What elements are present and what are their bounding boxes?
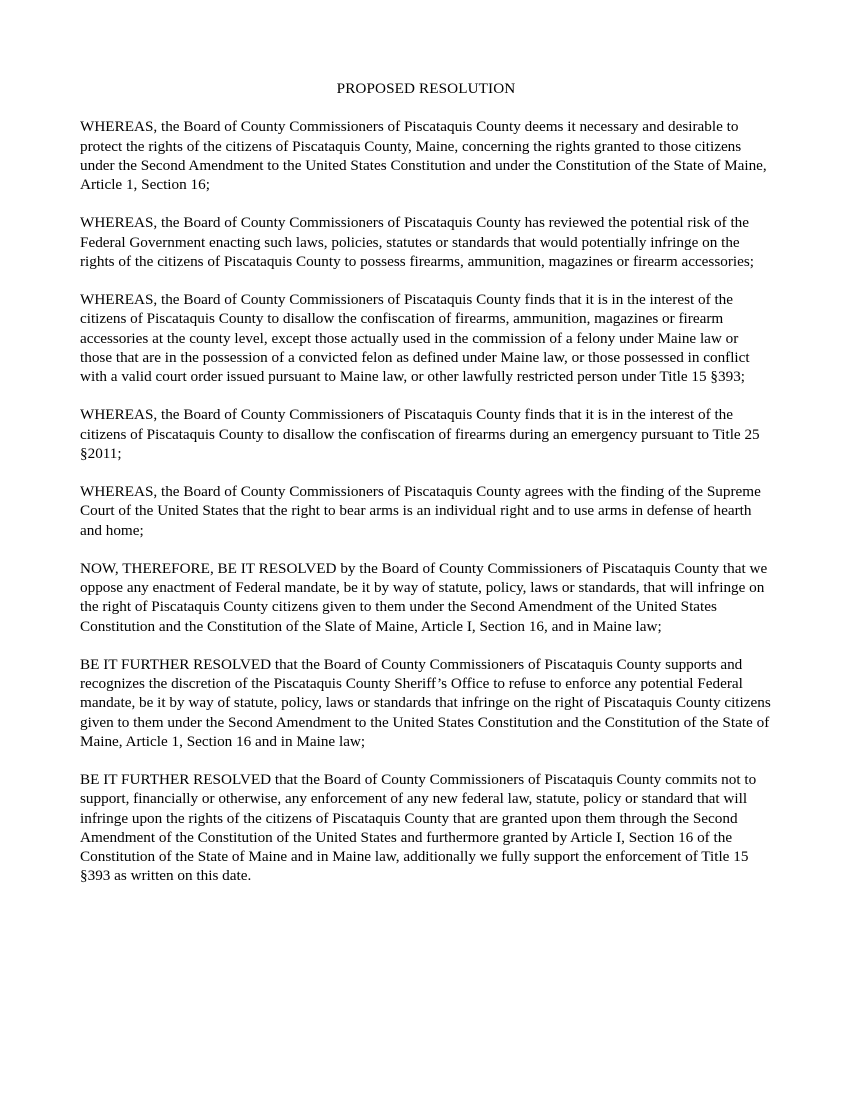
resolved-paragraph: NOW, THEREFORE, BE IT RESOLVED by the Board of County Commissioners of Piscataquis County that we oppose any enactment of Federal mandate, be it by way of statute, policy, laws or standards, that will infringe on the right of Piscataquis County citizens given to them under the Second Amendment of the United States Constitution and the Constitution of the Slate of Maine, Article I, Section 16, and in Maine law; <box>80 559 768 635</box>
further-resolved-paragraph-1: BE IT FURTHER RESOLVED that the Board of County Commissioners of Piscataquis County supports and recognizes the discretion of the Piscataquis County Sheriff’s Office to refuse to enforce any potential Federal mandate, be it by way of statute, policy, laws or standards that infringe on the right of Piscataquis County citizens given to them under the Second Amendment to the United States Constitution and the Constitution of the State of Maine, Article 1, Section 16 and in Maine law; <box>80 655 771 750</box>
document-title: PROPOSED RESOLUTION <box>336 80 516 97</box>
whereas-paragraph-3: WHEREAS, the Board of County Commissioners of Piscataquis County finds that it is in the interest of the citizens of Piscataquis County to disallow the confiscation of firearms, ammunition, magazines or firearm accessories at the county level, except those actually used in the commission of a felony under Maine law or those that are in the possession of a convicted felon as defined under Maine law, or those possessed in conflict with a valid court order issued pursuant to Maine law, or other lawfully restricted person under Title 15 §393; <box>80 291 750 385</box>
whereas-paragraph-2: WHEREAS, the Board of County Commissioners of Piscataquis County has reviewed the potential risk of the Federal Government enacting such laws, policies, statutes or standards that would potentially infringe on the rights of the citizens of Piscataquis County to possess firearms, ammunition, magazines or firearm accessories; <box>80 214 754 270</box>
whereas-paragraph-5: WHEREAS, the Board of County Commissioners of Piscataquis County agrees with the finding of the Supreme Court of the United States that the right to bear arms is an individual right and to use arms in defense of hearth and home; <box>80 483 761 539</box>
whereas-paragraph-1: WHEREAS, the Board of County Commissioners of Piscataquis County deems it necessary and desirable to protect the rights of the citizens of Piscataquis County, Maine, concerning the rights granted to those citizens under the Second Amendment to the United States Constitution and under the Constitution of the State of Maine, Article 1, Section 16; <box>80 118 767 193</box>
whereas-paragraph-4: WHEREAS, the Board of County Commissioners of Piscataquis County finds that it is in the interest of the citizens of Piscataquis County to disallow the confiscation of firearms during an emergency pursuant to Title 25 §2011; <box>80 406 760 462</box>
further-resolved-paragraph-2: BE IT FURTHER RESOLVED that the Board of County Commissioners of Piscataquis County commits not to support, financially or otherwise, any enforcement of any new federal law, statute, policy or standard that will infringe upon the rights of the citizens of Piscataquis County that are granted upon them through the Second Amendment of the Constitution of the United States and furthermore granted by Article I, Section 16 of the Constitution of the State of Maine and in Maine law, additionally we fully support the enforcement of Title 15 §393 as written on this date. <box>80 771 757 885</box>
